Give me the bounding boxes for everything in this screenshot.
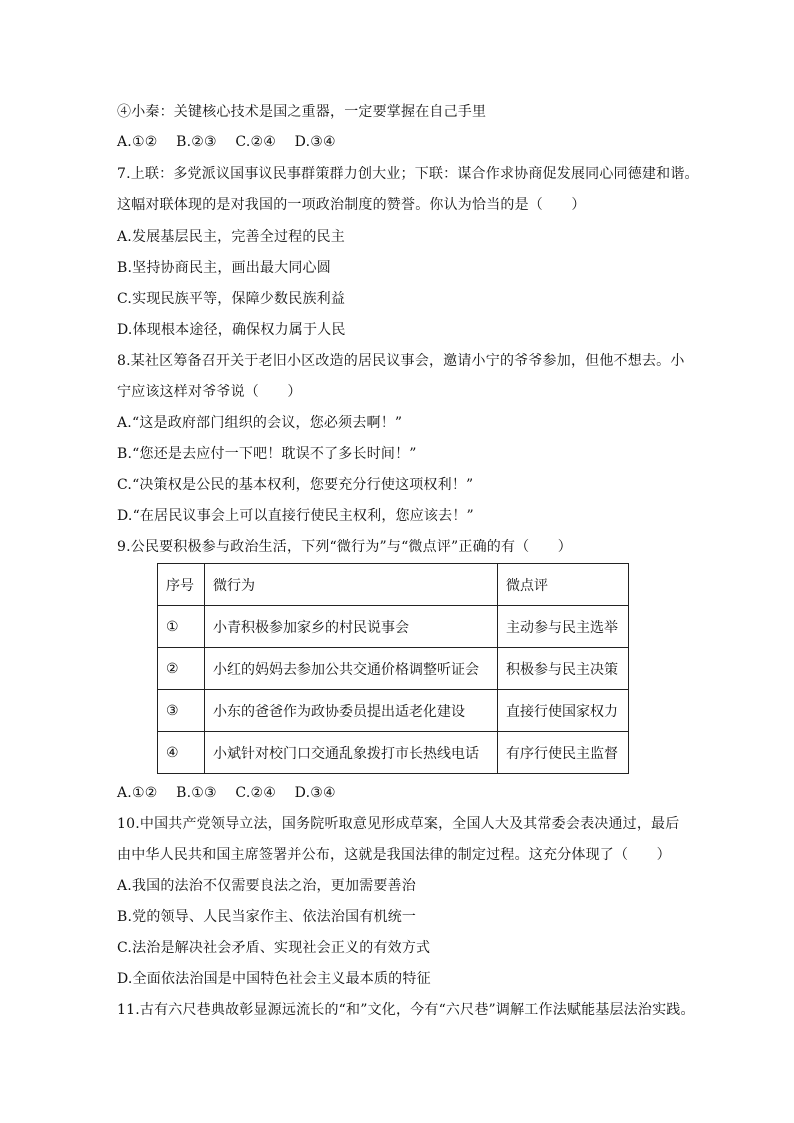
q8-stem-line2: 宁应该这样对爷爷说（ ） bbox=[117, 384, 302, 400]
q7-option-c: C.实现民族平等，保障少数民族利益 bbox=[117, 291, 346, 307]
q9-header-comment: 微点评 bbox=[498, 564, 629, 606]
q6-item4: ④小秦：关键核心技术是国之重器，一定要掌握在自己手里 bbox=[117, 104, 487, 120]
q9-cell-comment: 积极参与民主决策 bbox=[498, 648, 629, 690]
q6-options bbox=[117, 133, 687, 151]
q9-option-a: A.①② bbox=[117, 785, 158, 801]
q7-option-d: D.体现根本途径，确保权力属于人民 bbox=[117, 322, 346, 338]
q9-table bbox=[157, 563, 629, 774]
q9-option-c: C.②④ bbox=[235, 785, 276, 801]
q10-stem-line2: 由中华人民共和国主席签署并公布，这就是我国法律的制定过程。这充分体现了（ ） bbox=[117, 847, 671, 863]
q6-option-b: B.②③ bbox=[176, 134, 217, 150]
q8-option-d: D.“在居民议事会上可以直接行使民主权利，您应该去！” bbox=[117, 508, 474, 524]
q9-cell-behavior: 小红的妈妈去参加公共交通价格调整听证会 bbox=[205, 648, 498, 690]
q11-stem-line1: 11.古有六尺巷典故彰显源远流长的“和”文化，今有“六尺巷”调解工作法赋能基层法治实践。 bbox=[117, 1002, 695, 1018]
q7-option-b: B.坚持协商民主，画出最大同心圆 bbox=[117, 260, 331, 276]
q9-options bbox=[117, 784, 687, 802]
q8-option-c: C.“决策权是公民的基本权利，您要充分行使这项权利！” bbox=[117, 477, 474, 493]
q9-table-header-row bbox=[158, 564, 629, 606]
q9-cell-comment: 主动参与民主选举 bbox=[498, 606, 629, 648]
q9-cell-behavior: 小东的爸爸作为政协委员提出适老化建设 bbox=[205, 690, 498, 732]
q8-option-b: B.“您还是去应付一下吧！耽误不了多长时间！” bbox=[117, 446, 417, 462]
q9-cell-index: ④ bbox=[158, 732, 205, 774]
table-row bbox=[158, 690, 629, 732]
q7-option-a: A.发展基层民主，完善全过程的民主 bbox=[117, 229, 345, 245]
q9-stem: 9.公民要积极参与政治生活，下列“微行为”与“微点评”正确的有（ ） bbox=[117, 539, 572, 555]
table-row bbox=[158, 732, 629, 774]
q9-cell-behavior: 小斌针对校门口交通乱象拨打市长热线电话 bbox=[205, 732, 498, 774]
table-row bbox=[158, 606, 629, 648]
q9-option-d: D.③④ bbox=[294, 785, 336, 801]
q9-header-behavior: 微行为 bbox=[205, 564, 498, 606]
q6-option-c: C.②④ bbox=[235, 134, 276, 150]
table-row bbox=[158, 648, 629, 690]
q6-option-d: D.③④ bbox=[294, 134, 336, 150]
q9-cell-behavior: 小青积极参加家乡的村民说事会 bbox=[205, 606, 498, 648]
q9-cell-index: ② bbox=[158, 648, 205, 690]
q7-stem-line1: 7.上联：多党派议国事议民事群策群力创大业；下联：谋合作求协商促发展同心同德建和谐。 bbox=[117, 166, 699, 182]
q9-cell-index: ① bbox=[158, 606, 205, 648]
q7-stem-line2: 这幅对联体现的是对我国的一项政治制度的赞誉。你认为恰当的是（ ） bbox=[117, 197, 586, 213]
q9-option-b: B.①③ bbox=[176, 785, 217, 801]
q9-cell-comment: 有序行使民主监督 bbox=[498, 732, 629, 774]
q10-option-a: A.我国的法治不仅需要良法之治，更加需要善治 bbox=[117, 878, 416, 894]
q10-option-c: C.法治是解决社会矛盾、实现社会正义的有效方式 bbox=[117, 940, 431, 956]
q9-cell-index: ③ bbox=[158, 690, 205, 732]
q6-option-a: A.①② bbox=[117, 134, 158, 150]
q10-option-d: D.全面依法治国是中国特色社会主义最本质的特征 bbox=[117, 971, 431, 987]
q9-cell-comment: 直接行使国家权力 bbox=[498, 690, 629, 732]
q9-header-index: 序号 bbox=[158, 564, 205, 606]
q10-option-b: B.党的领导、人民当家作主、依法治国有机统一 bbox=[117, 909, 417, 925]
q8-stem-line1: 8.某社区筹备召开关于老旧小区改造的居民议事会，邀请小宁的爷爷参加，但他不想去。小 bbox=[117, 353, 685, 369]
q8-option-a: A.“这是政府部门组织的会议，您必须去啊！” bbox=[117, 415, 403, 431]
q10-stem-line1: 10.中国共产党领导立法，国务院听取意见形成草案，全国人大及其常委会表决通过，最后 bbox=[117, 816, 680, 832]
